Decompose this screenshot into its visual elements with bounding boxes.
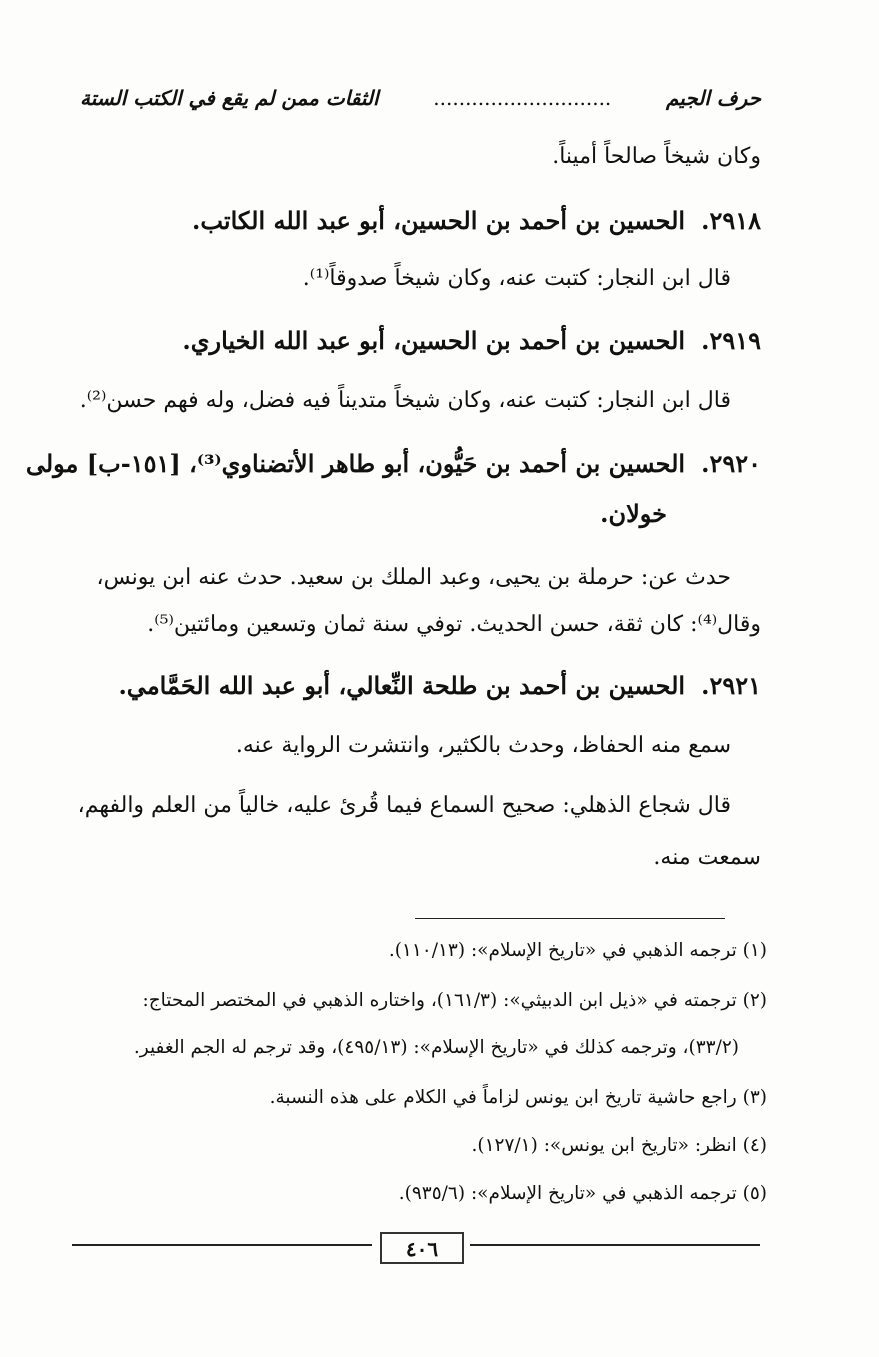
- page-number: ٤٠٦: [380, 1232, 464, 1264]
- entry-number: ٢٩١٨.: [701, 206, 761, 235]
- text-line: وقال⁽⁴⁾: كان ثقة، حسن الحديث. توفي سنة ثمان وتسعين ومائتين⁽⁵⁾.: [147, 612, 761, 637]
- footnote-3: (٣) راجع حاشية تاريخ ابن يونس لزاماً في الكلام على هذه النسبة.: [269, 1087, 767, 1108]
- entry-heading-continuation: خولان.: [600, 499, 667, 528]
- header-dots: ............................: [433, 86, 612, 110]
- footer-rule-left: [72, 1244, 372, 1246]
- entry-heading-2921: [80, 672, 761, 701]
- entry-heading-2920: [25, 449, 761, 479]
- footnote-1: (١) ترجمه الذهبي في «تاريخ الإسلام»: (١١٠/١٣).: [388, 940, 767, 961]
- footnote-5: (٥) ترجمه الذهبي في «تاريخ الإسلام»: (٩٣٥/٦).: [398, 1183, 767, 1204]
- entry-number: ٢٩٢٠.: [701, 449, 761, 478]
- entry-title: الحسين بن أحمد بن حَيُّون، أبو طاهر الأتضناوي⁽³⁾، [١٥١-ب] مولى: [25, 449, 686, 478]
- entry-number: ٢٩٢١.: [701, 671, 761, 700]
- text-line: سمع منه الحفاظ، وحدث بالكثير، وانتشرت الرواية عنه.: [235, 733, 731, 758]
- text-line: حدث عن: حرملة بن يحيى، وعبد الملك بن سعيد. حدث عنه ابن يونس،: [96, 565, 731, 590]
- entry-title: الحسين بن أحمد بن طلحة النِّعالي، أبو عبد الله الحَمَّامي.: [118, 671, 686, 700]
- entry-number: ٢٩١٩.: [701, 326, 761, 355]
- header-chapter: حرف الجيم: [666, 86, 761, 110]
- footnote-4: (٤) انظر: «تاريخ ابن يونس»: (١٢٧/١).: [471, 1135, 767, 1156]
- text-line: وكان شيخاً صالحاً أميناً.: [552, 144, 761, 169]
- text-line: قال ابن النجار: كتبت عنه، وكان شيخاً متديناً فيه فضل، وله فهم حسن⁽²⁾.: [79, 388, 731, 413]
- header-book-title: الثقات ممن لم يقع في الكتب الستة: [80, 86, 379, 110]
- text-line: سمعت منه.: [653, 845, 761, 870]
- footer-rule-right: [470, 1244, 760, 1246]
- text-line: قال ابن النجار: كتبت عنه، وكان شيخاً صدوقاً⁽¹⁾.: [302, 266, 731, 291]
- footnote-2: (٢) ترجمته في «ذيل ابن الدبيثي»: (١٦١/٣)، واختاره الذهبي في المختصر المحتاج:: [142, 990, 767, 1011]
- entry-title: الحسين بن أحمد بن الحسين، أبو عبد الله الكاتب.: [191, 206, 686, 235]
- entry-heading-2918: [80, 207, 761, 236]
- footnote-2-continued: (٣٣/٢)، وترجمه كذلك في «تاريخ الإسلام»: (٤٩٥/١٣)، وقد ترجم له الجم الغفير.: [133, 1037, 739, 1058]
- text-line: قال شجاع الذهلي: صحيح السماع فيما قُرئ عليه، خالياً من العلم والفهم،: [77, 793, 731, 818]
- footnote-separator: [415, 918, 725, 919]
- entry-heading-2919: [80, 327, 761, 356]
- running-header: [80, 86, 761, 110]
- entry-title: الحسين بن أحمد بن الحسين، أبو عبد الله الخياري.: [182, 326, 686, 355]
